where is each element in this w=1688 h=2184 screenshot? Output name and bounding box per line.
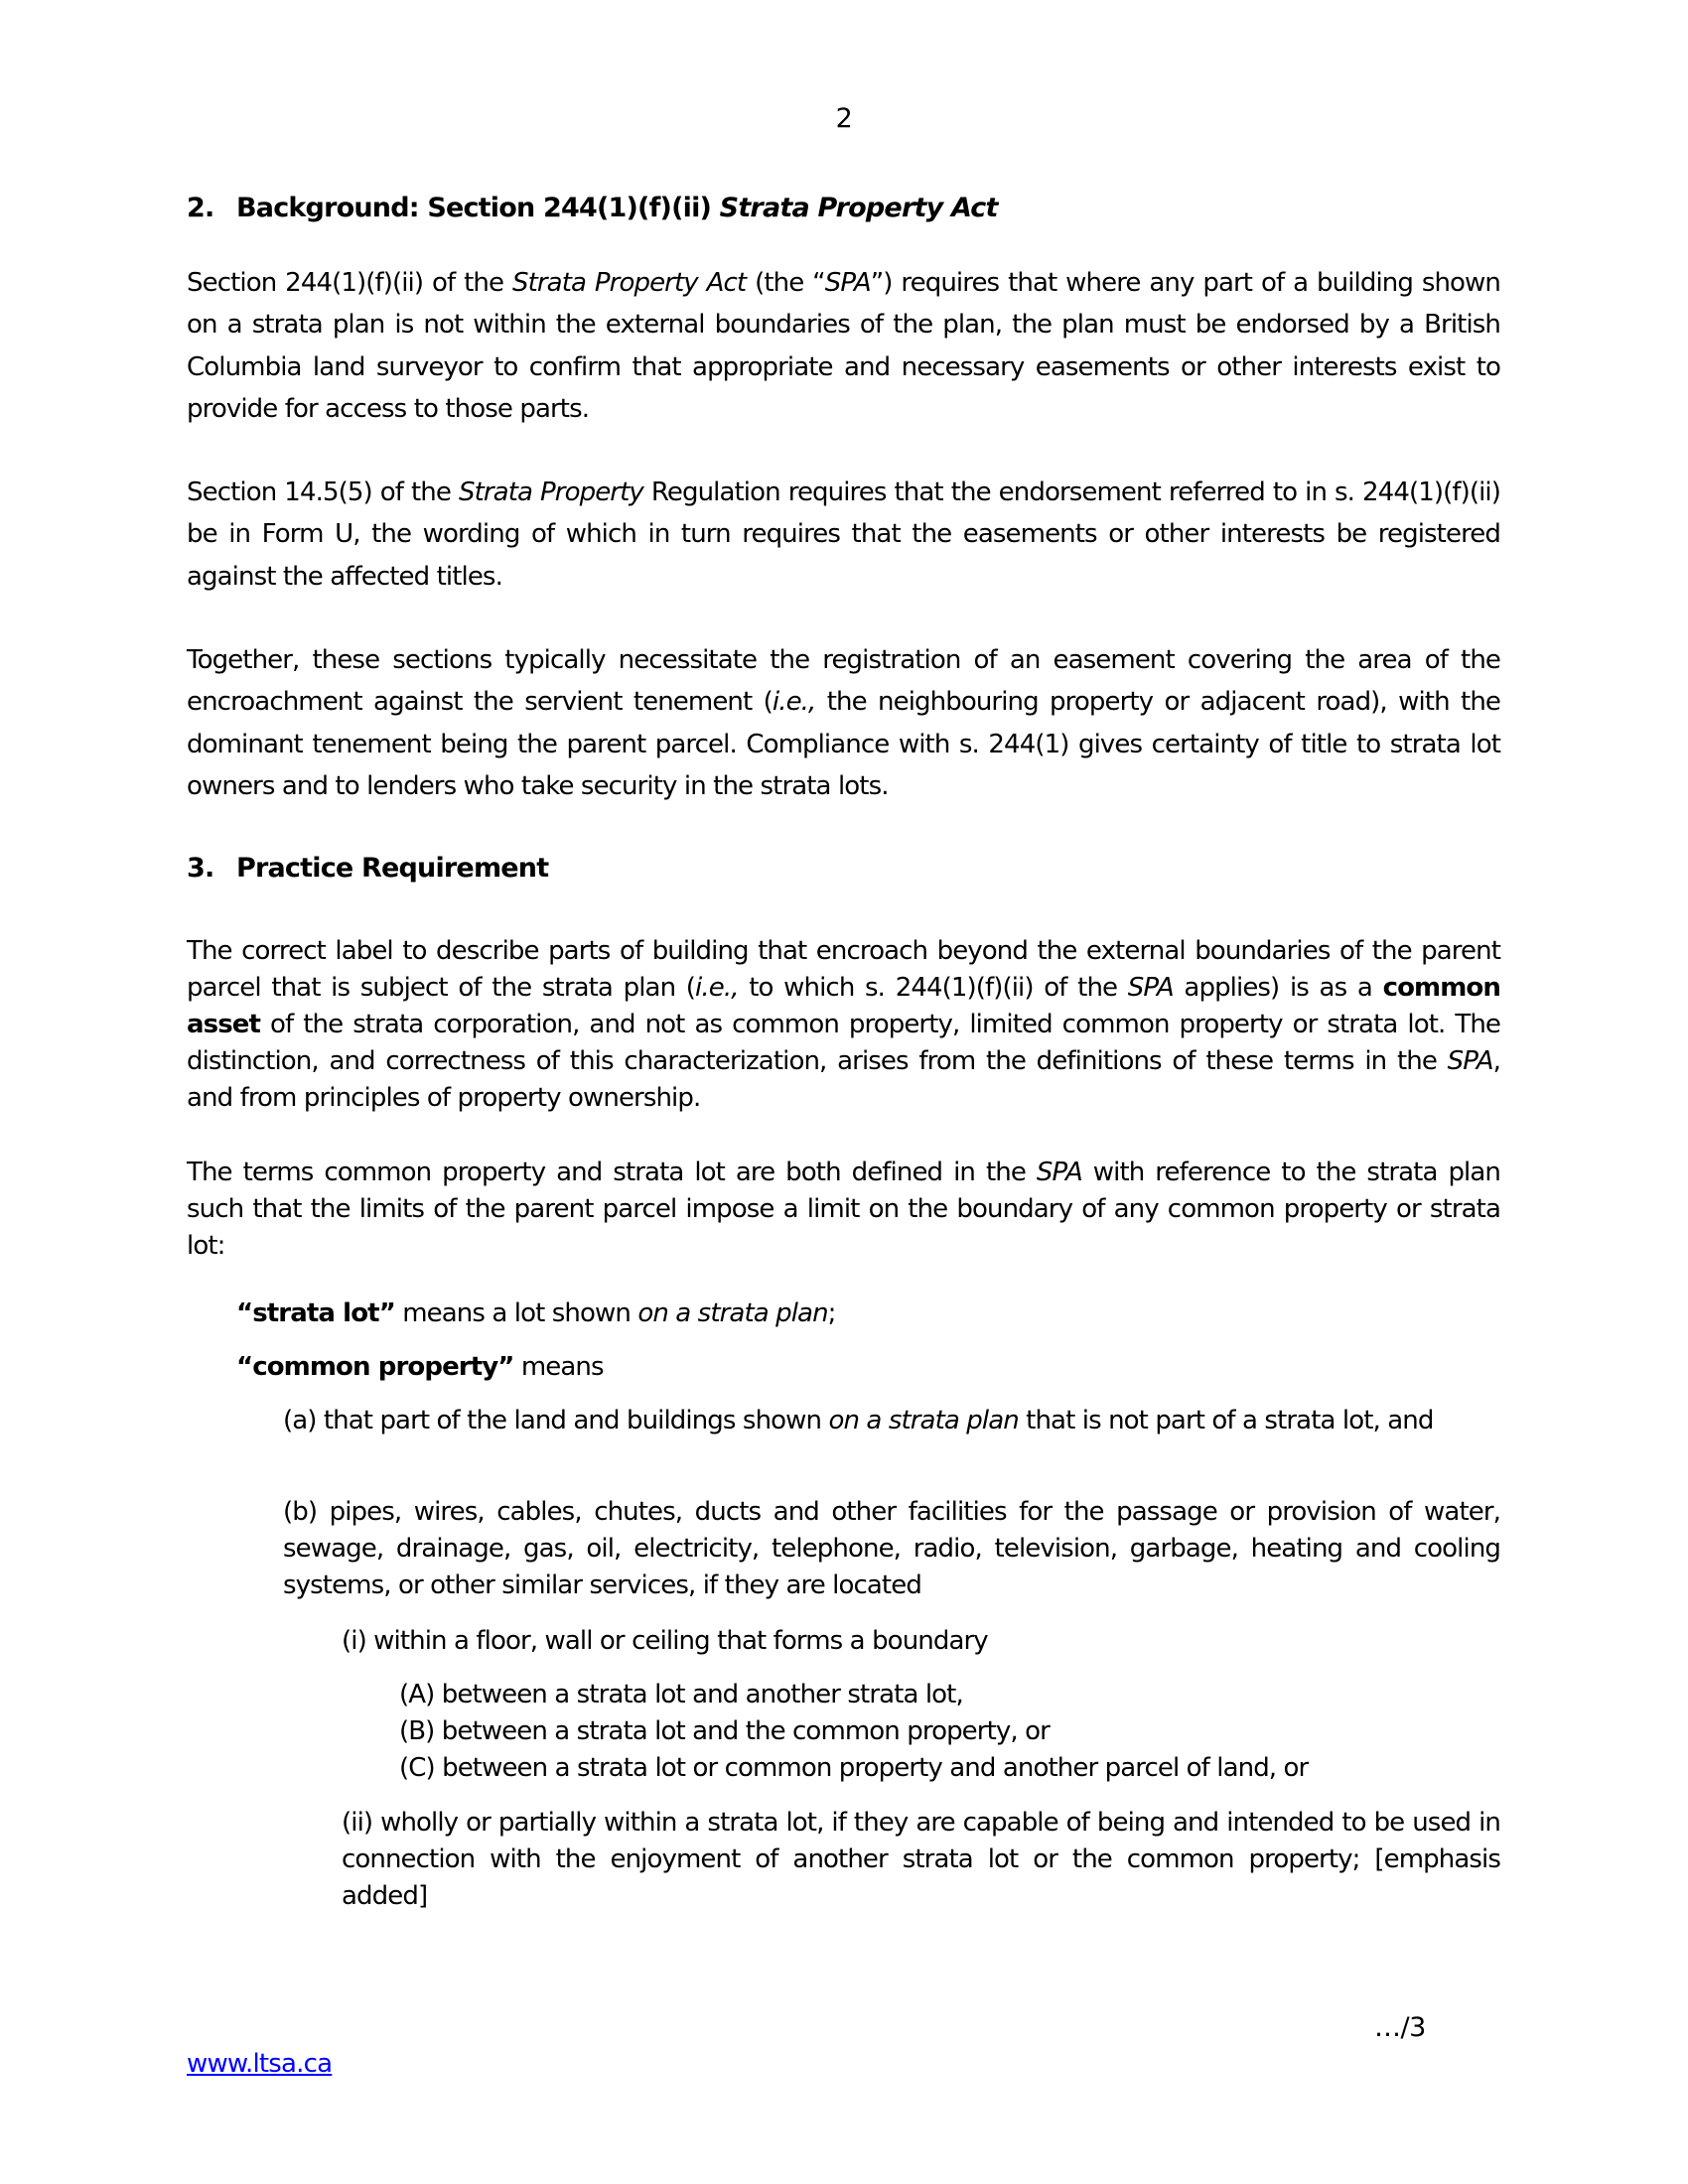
section-2-paragraph-2: Section 14.5(5) of the Strata Property Regulation requires that the endorsement referred to in s. 244(1)(f)(ii) be in Form U, the wording of which in turn requires that the easements or other interests be registered against the affected titles. — [187, 478, 1500, 592]
section-3-paragraph-2: The terms common property and strata lot are both defined in the SPA with reference to the strata plan such that the limits of the parent parcel impose a limit on the boundary of any common property or strata lot: — [187, 1158, 1500, 1261]
definition-common-property: “common property” means — [236, 1352, 604, 1382]
page-number: 2 — [835, 103, 853, 134]
section-2-paragraph-3: Together, these sections typically necessitate the registration of an easement covering the area of the encroachment against the servient tenement (i.e., the neighbouring property or adjacent road), with the dominant tenement being the parent parcel. Compliance with s. 244(1) gives certainty of title to strata lot owners and to lenders who take security in the strata lots. — [187, 645, 1500, 801]
definition-item-b: (b) pipes, wires, cables, chutes, ducts and other facilities for the passage or provision of water, sewage, drainage, gas, oil, electricity, telephone, radio, television, garbage, heating and cooling systems, or other similar services, if they are located — [283, 1497, 1500, 1600]
section-3-heading — [187, 853, 548, 884]
section-2-title-act: Strata Property Act — [719, 193, 998, 223]
definition-item-i: (i) within a floor, wall or ceiling that forms a boundary — [342, 1626, 988, 1656]
definition-item-B: (B) between a strata lot and the common property, or — [399, 1716, 1050, 1746]
section-3-paragraph-1: The correct label to describe parts of building that encroach beyond the external boundaries of the parent parcel that is subject of the strata plan (i.e., to which s. 244(1)(f)(ii) of the SPA applies) is as a common asset of the strata corporation, and not as common property, limited common property or strata lot. The distinction, and correctness of this characterization, arises from the definitions of these terms in the SPA, and from principles of property ownership. — [187, 936, 1500, 1113]
section-2-title: Background: Section 244(1)(f)(ii) — [236, 193, 720, 223]
section-3-title: Practice Requirement — [236, 853, 549, 884]
next-page-marker: …/3 — [1374, 2012, 1426, 2043]
section-2-number: 2. — [187, 193, 214, 223]
definition-item-a: (a) that part of the land and buildings shown on a strata plan that is not part of a strata lot, and — [283, 1406, 1434, 1435]
definition-item-C: (C) between a strata lot or common property and another parcel of land, or — [399, 1753, 1309, 1783]
definition-item-A: (A) between a strata lot and another strata lot, — [399, 1680, 963, 1709]
section-3-number: 3. — [187, 853, 214, 884]
definition-strata-lot: “strata lot” means a lot shown on a strata plan; — [236, 1298, 836, 1328]
term-common-property: “common property” — [236, 1352, 514, 1382]
common-asset-emphasis: common asset — [187, 973, 1500, 1039]
section-2-heading — [187, 193, 998, 223]
ltsa-website-link[interactable]: www.ltsa.ca — [187, 2049, 333, 2079]
section-2-paragraph-1: Section 244(1)(f)(ii) of the Strata Property Act (the “SPA”) requires that where any part of a building shown on a strata plan is not within the external boundaries of the plan, the plan must be endorsed by a British Columbia land surveyor to confirm that appropriate and necessary easements or other interests exist to provide for access to those parts. — [187, 268, 1501, 424]
term-strata-lot: “strata lot” — [236, 1298, 395, 1328]
definition-item-ii: (ii) wholly or partially within a strata lot, if they are capable of being and intended to be used in connection with the enjoyment of another strata lot or the common property; [emphasis added] — [342, 1808, 1500, 1911]
